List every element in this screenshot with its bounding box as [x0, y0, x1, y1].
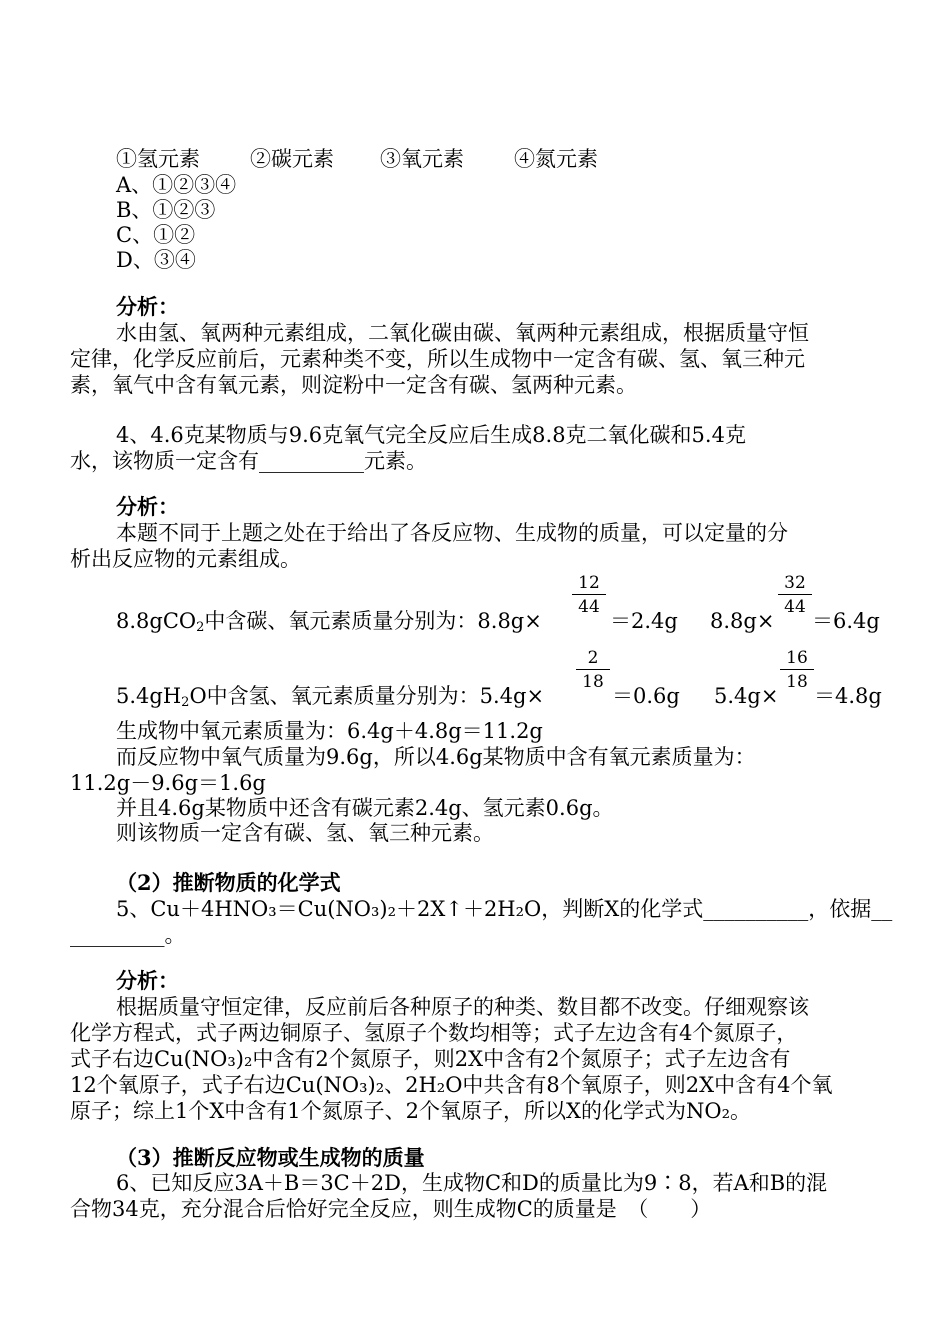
fraction-16-18 — [780, 649, 814, 691]
q5-analysis-line: 原子；综上1个X中含有1个氮原子、2个氧原子，所以X的化学式为NO₂。 — [70, 1099, 751, 1123]
fraction-numerator: 2 — [587, 648, 599, 668]
co2-result-1: ＝2.4g — [610, 609, 678, 633]
fraction-denominator: 18 — [576, 669, 610, 691]
q4-analysis-heading: 分析： — [116, 494, 179, 519]
choice-2: ②碳元素 — [250, 147, 334, 171]
h2o-mid: 5.4g× — [714, 684, 779, 708]
co2-prefix: 8.8gCO — [116, 609, 197, 633]
q5-analysis-line: 式子右边Cu(NO₃)₂中含有2个氮原子，则2X中含有2个氮原子；式子左边含有 — [70, 1047, 791, 1071]
calc-line: 生成物中氧元素质量为：6.4g＋4.8g＝11.2g — [116, 719, 543, 743]
fraction-denominator: 18 — [780, 669, 814, 691]
choice-3: ③氧元素 — [380, 147, 464, 171]
fraction-2-18 — [576, 649, 610, 691]
fraction-numerator: 12 — [578, 573, 600, 593]
q3-analysis-line: 定律，化学反应前后，元素种类不变，所以生成物中一定含有碳、氢、氧三种元 — [70, 347, 805, 371]
h2o-prefix: 5.4gH — [116, 684, 182, 708]
option-d: D、③④ — [116, 248, 196, 272]
q5-line: _________。 — [70, 923, 186, 947]
q3-analysis-line: 素，氧气中含有氧元素，则淀粉中一定含有碳、氢两种元素。 — [70, 373, 637, 397]
option-b: B、①②③ — [116, 198, 216, 222]
section-2-heading: （2）推断物质的化学式 — [116, 870, 341, 895]
fraction-denominator: 44 — [572, 594, 606, 616]
calc-line: 而反应物中氧气质量为9.6g，所以4.6g某物质中含有氧元素质量为： — [116, 745, 756, 769]
h2o-result-2: ＝4.8g — [814, 684, 882, 708]
co2-mid: 8.8g× — [710, 609, 775, 633]
option-c: C、①② — [116, 223, 196, 247]
calc-line: 并且4.6g某物质中还含有碳元素2.4g、氢元素0.6g。 — [116, 796, 614, 820]
fraction-12-44 — [572, 574, 606, 616]
calc-line: 则该物质一定含有碳、氢、氧三种元素。 — [116, 821, 494, 845]
choice-1: ①氢元素 — [116, 147, 200, 171]
q4-analysis-line: 析出反应物的元素组成。 — [70, 547, 301, 571]
h2o-text: 中含氢、氧元素质量分别为：5.4g× — [206, 684, 545, 708]
h2o-result-1: ＝0.6g — [612, 684, 680, 708]
co2-subscript: 2 — [196, 620, 205, 635]
q4-question-line: 4、4.6克某物质与9.6克氧气完全反应后生成8.8克二氧化碳和5.4克 — [116, 423, 746, 447]
q5-line: 5、Cu＋4HNO₃＝Cu(NO₃)₂＋2X↑＋2H₂O，判断X的化学式__________，依据__ — [116, 897, 893, 921]
fraction-denominator: 44 — [778, 594, 812, 616]
q5-analysis-heading: 分析： — [116, 968, 179, 993]
q6-line: 6、已知反应3A＋B＝3C＋2D，生成物C和D的质量比为9∶8，若A和B的混 — [116, 1171, 828, 1195]
choice-4: ④氮元素 — [514, 147, 598, 171]
element-choices-row — [116, 146, 598, 172]
q5-analysis-line: 化学方程式，式子两边铜原子、氢原子个数均相等；式子左边含有4个氮原子， — [70, 1021, 798, 1045]
fraction-numerator: 16 — [786, 648, 808, 668]
section-3-heading: （3）推断反应物或生成物的质量 — [116, 1145, 425, 1170]
q4-analysis-line: 本题不同于上题之处在于给出了各反应物、生成物的质量，可以定量的分 — [116, 521, 788, 545]
q3-analysis-line: 水由氢、氧两种元素组成，二氧化碳由碳、氧两种元素组成，根据质量守恒 — [116, 321, 809, 345]
q6-line: 合物34克，充分混合后恰好完全反应，则生成物C的质量是 （ ） — [70, 1197, 712, 1221]
fraction-32-44 — [778, 574, 812, 616]
calc-line: 11.2g－9.6g＝1.6g — [70, 771, 266, 795]
co2-text: 中含碳、氧元素质量分别为：8.8g× — [204, 609, 542, 633]
fraction-numerator: 32 — [784, 573, 806, 593]
option-a: A、①②③④ — [116, 173, 237, 197]
q3-analysis-heading: 分析： — [116, 294, 179, 319]
q5-analysis-line: 根据质量守恒定律，反应前后各种原子的种类、数目都不改变。仔细观察该 — [116, 995, 809, 1019]
co2-result-2: ＝6.4g — [812, 609, 880, 633]
h2o-after-sub: O — [189, 684, 207, 708]
h2o-subscript: 2 — [181, 695, 190, 710]
co2-calc-line — [116, 608, 542, 634]
q5-analysis-line: 12个氧原子，式子右边Cu(NO₃)₂、2H₂O中共含有8个氧原子，则2X中含有4个氧 — [70, 1073, 833, 1097]
h2o-calc-line — [116, 683, 544, 709]
q4-question-line: 水，该物质一定含有__________元素。 — [70, 449, 427, 473]
